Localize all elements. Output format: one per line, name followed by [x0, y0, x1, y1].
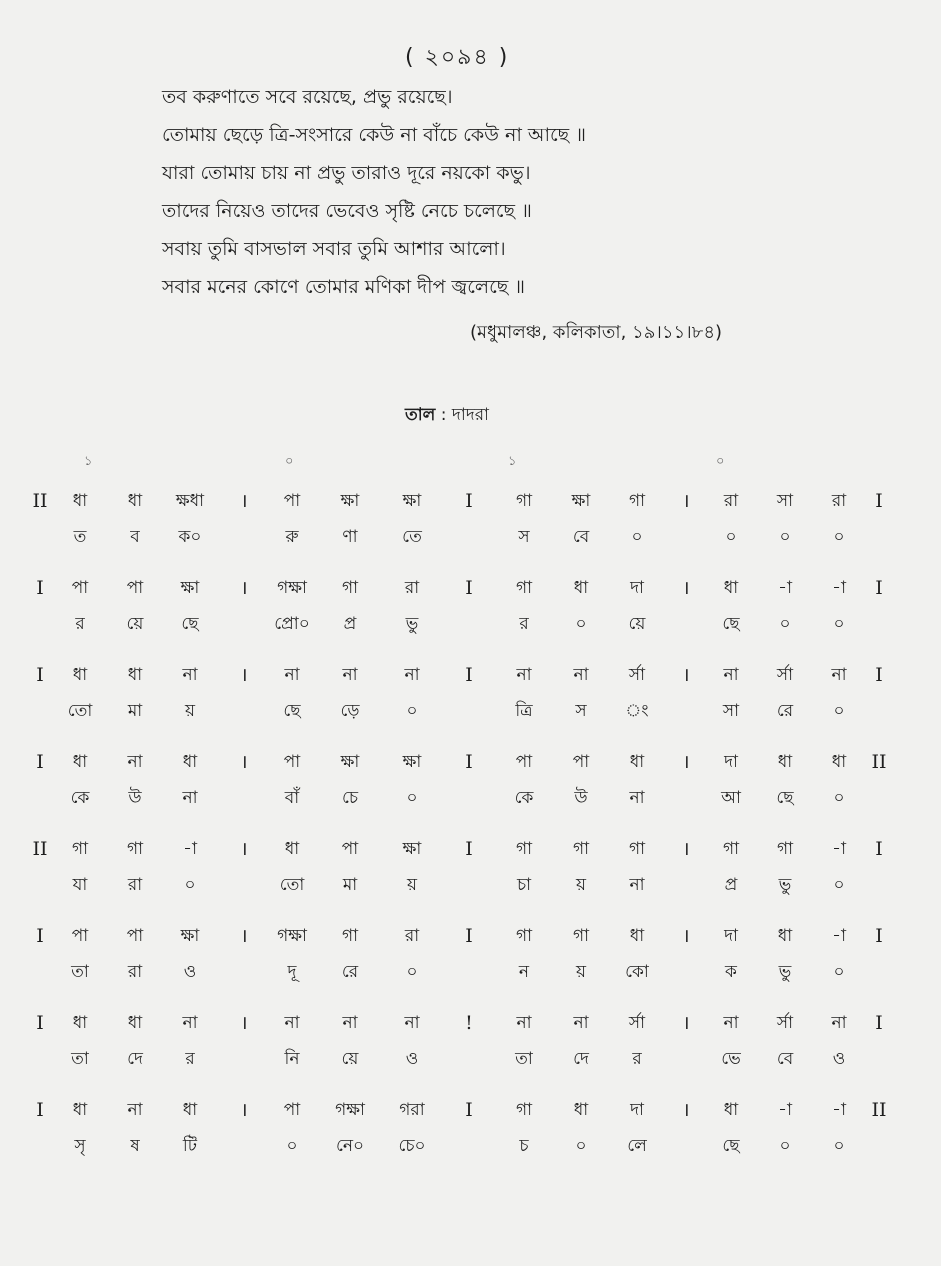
lyric-syllable: ণা — [342, 527, 358, 547]
bar-line: । — [682, 577, 690, 599]
swara-note: গক্ষা — [277, 578, 307, 598]
lyric-syllable: লে — [627, 1136, 647, 1156]
lyric-syllable: কো — [625, 962, 649, 982]
lyric-syllable: ছে — [722, 614, 740, 634]
lyric-syllable: দে — [573, 1049, 589, 1069]
swara-note: পা — [283, 752, 301, 772]
lyric-syllable: আ — [721, 788, 741, 808]
bar-line: I — [465, 925, 473, 947]
swara-note: ধা — [723, 1100, 739, 1120]
swara-note: ধা — [72, 752, 88, 772]
swara-note: ক্ষা — [180, 578, 200, 598]
swara-note: গা — [515, 578, 533, 598]
lyric-syllable: ভু — [778, 962, 792, 982]
bar-line: I — [875, 577, 883, 599]
lyric-syllable: প্র — [724, 875, 738, 895]
swara-note: পা — [283, 1100, 301, 1120]
swara-note: না — [284, 1013, 300, 1033]
lyric-syllable: না — [629, 875, 645, 895]
swara-note: ক্ষা — [180, 926, 200, 946]
lyric-syllable: ভে — [721, 1049, 741, 1069]
swara-note: না — [723, 665, 739, 685]
swara-note: রা — [404, 578, 420, 598]
lyric-syllable: চ — [519, 1136, 529, 1156]
swara-note: গা — [71, 839, 89, 859]
notation-block — [0, 484, 941, 571]
swara-note: ধা — [573, 578, 589, 598]
lyric-syllable: না — [182, 788, 198, 808]
lyric-syllable: সা — [722, 701, 740, 721]
lyric-line: তব করুণাতে সবে রয়েছে, প্রভু রয়েছে। — [162, 86, 453, 108]
lyric-syllable: র — [519, 614, 529, 634]
bar-line: I — [36, 1099, 44, 1121]
swara-note: ধা — [573, 1100, 589, 1120]
bar-line: I — [36, 1012, 44, 1034]
lyric-syllable: ক০ — [178, 527, 202, 547]
swara-note: গা — [515, 839, 533, 859]
lyric-syllable: ০ — [575, 614, 587, 634]
bar-line: I — [875, 490, 883, 512]
bar-line: I — [465, 751, 473, 773]
swara-note: ধা — [777, 926, 793, 946]
swara-row — [0, 658, 941, 694]
swara-note: না — [723, 1013, 739, 1033]
lyric-syllable: রে — [776, 701, 794, 721]
lyrics-block — [162, 78, 586, 306]
lyric-syllable: ০ — [779, 614, 791, 634]
bar-line: । — [240, 490, 248, 512]
lyric-syllable: ং — [625, 701, 649, 721]
lyric-syllable: ০ — [779, 527, 791, 547]
swara-note: র্সা — [628, 665, 646, 685]
swara-note: গা — [515, 926, 533, 946]
lyric-syllable: চে০ — [398, 1136, 426, 1156]
lyric-syllable: সৃ — [74, 1136, 86, 1156]
notation-block — [0, 919, 941, 1006]
swara-row — [0, 484, 941, 520]
bar-line: । — [682, 490, 690, 512]
swara-note: না — [127, 752, 143, 772]
lyric-syllable: মা — [342, 875, 358, 895]
lyric-syllable: ০ — [833, 875, 845, 895]
lyric-syllable-row — [0, 868, 941, 904]
lyric-syllable: ত — [73, 527, 87, 547]
swara-note: ধা — [127, 1013, 143, 1033]
swara-note: পা — [71, 578, 89, 598]
swara-note: পা — [515, 752, 533, 772]
bar-line: । — [240, 1099, 248, 1121]
bar-line: । — [240, 751, 248, 773]
swara-note: ক্ষা — [402, 839, 422, 859]
swara-note: না — [831, 665, 847, 685]
lyric-syllable: বে — [776, 1049, 794, 1069]
tala-name: দাদরা — [451, 405, 489, 425]
swara-note: গা — [515, 1100, 533, 1120]
bar-line: I — [465, 1099, 473, 1121]
lyric-syllable: ন — [518, 962, 530, 982]
bar-line: । — [240, 838, 248, 860]
swara-row — [0, 832, 941, 868]
notation-block — [0, 832, 941, 919]
bar-line: । — [682, 1099, 690, 1121]
lyric-syllable: তা — [515, 1049, 533, 1069]
lyric-syllable: বে — [572, 527, 590, 547]
beat-markers — [0, 452, 941, 476]
bar-line: I — [875, 664, 883, 686]
swara-note: -া — [832, 1100, 846, 1120]
lyric-syllable: ছে — [283, 701, 301, 721]
swara-note: গা — [776, 839, 794, 859]
lyric-syllable-row — [0, 781, 941, 817]
lyric-syllable: দূ — [287, 962, 297, 982]
lyric-syllable: ছে — [181, 614, 199, 634]
bar-line: । — [240, 1012, 248, 1034]
lyric-syllable: দে — [127, 1049, 143, 1069]
lyric-syllable: প্র — [343, 614, 357, 634]
swara-note: না — [284, 665, 300, 685]
swara-note: পা — [126, 926, 144, 946]
swara-note: -া — [778, 578, 792, 598]
swara-note: র্সা — [628, 1013, 646, 1033]
bar-line: । — [682, 925, 690, 947]
bar-line: । — [240, 925, 248, 947]
lyric-syllable-row — [0, 694, 941, 730]
lyric-syllable: য় — [575, 962, 586, 982]
beat-marker: ০ — [716, 454, 725, 469]
bar-line: I — [875, 925, 883, 947]
swara-note: -া — [832, 839, 846, 859]
bar-line: I — [875, 838, 883, 860]
bar-line: I — [465, 838, 473, 860]
notation-table — [0, 484, 941, 1180]
swara-note: ক্ষা — [402, 491, 422, 511]
lyric-syllable: র — [632, 1049, 642, 1069]
lyric-syllable: নি — [284, 1049, 300, 1069]
swara-row — [0, 571, 941, 607]
lyric-syllable: তো — [279, 875, 305, 895]
beat-marker: ১ — [508, 454, 517, 469]
lyric-syllable: তা — [71, 962, 89, 982]
swara-note: গা — [515, 491, 533, 511]
swara-note: দা — [630, 578, 644, 598]
swara-note: না — [182, 1013, 198, 1033]
lyric-syllable: ছে — [722, 1136, 740, 1156]
lyric-syllable: তা — [71, 1049, 89, 1069]
swara-note: ক্ষা — [340, 752, 360, 772]
swara-note: ধা — [777, 752, 793, 772]
lyric-syllable: রা — [127, 875, 143, 895]
notation-block — [0, 571, 941, 658]
swara-note: না — [516, 665, 532, 685]
swara-note: সা — [776, 491, 794, 511]
lyric-syllable: য় — [184, 701, 195, 721]
lyric-syllable-row — [0, 607, 941, 643]
lyric-syllable: তো — [67, 701, 93, 721]
swara-note: ধা — [72, 491, 88, 511]
swara-note: গা — [572, 926, 590, 946]
swara-note: পা — [283, 491, 301, 511]
swara-note: ধা — [182, 752, 198, 772]
swara-note: ধা — [72, 1100, 88, 1120]
bar-line: II — [32, 838, 48, 860]
swara-note: না — [404, 665, 420, 685]
swara-note: দা — [724, 926, 738, 946]
swara-note: গা — [341, 926, 359, 946]
swara-note: র্সা — [776, 665, 794, 685]
swara-note: গক্ষা — [335, 1100, 365, 1120]
swara-note: ধা — [723, 578, 739, 598]
lyric-syllable: ০ — [833, 962, 845, 982]
swara-note: না — [573, 665, 589, 685]
page-number: ( ২০৯৪ ) — [405, 45, 510, 70]
lyric-syllable: ০ — [631, 527, 643, 547]
attribution: (মধুমালঞ্চ, কলিকাতা, ১৯।১১।৮৪) — [470, 322, 723, 343]
lyric-syllable: ভু — [778, 875, 792, 895]
tala-heading — [405, 402, 489, 430]
bar-line: I — [36, 751, 44, 773]
swara-note: -া — [183, 839, 197, 859]
notation-block — [0, 1093, 941, 1180]
swara-note: দা — [724, 752, 738, 772]
swara-note: না — [831, 1013, 847, 1033]
lyric-syllable-row — [0, 955, 941, 991]
swara-note: গা — [628, 839, 646, 859]
lyric-syllable: রে — [341, 962, 359, 982]
lyric-syllable: রু — [285, 527, 299, 547]
bar-line: I — [36, 925, 44, 947]
lyric-syllable-row — [0, 520, 941, 556]
lyric-syllable: না — [629, 788, 645, 808]
swara-note: ক্ষা — [571, 491, 591, 511]
swara-note: দা — [630, 1100, 644, 1120]
lyric-syllable: ০ — [184, 875, 196, 895]
swara-note: ক্ষা — [402, 752, 422, 772]
bar-line: I — [465, 577, 473, 599]
swara-note: না — [342, 665, 358, 685]
notation-block — [0, 745, 941, 832]
lyric-syllable: য়ে — [628, 614, 646, 634]
swara-note: ধা — [127, 491, 143, 511]
lyric-syllable: ০ — [286, 1136, 298, 1156]
bar-line: । — [682, 751, 690, 773]
lyric-syllable: য় — [575, 875, 586, 895]
lyric-syllable: র — [75, 614, 85, 634]
swara-note: পা — [341, 839, 359, 859]
lyric-syllable-row — [0, 1129, 941, 1165]
lyric-syllable: ছে — [776, 788, 794, 808]
lyric-syllable: নে০ — [335, 1136, 365, 1156]
lyric-syllable: য়ে — [126, 614, 144, 634]
lyric-syllable: ও — [832, 1049, 846, 1069]
lyric-line: সবার মনের কোণে তোমার মণিকা দীপ জ্বলেছে ॥ — [162, 276, 526, 298]
lyric-syllable: ০ — [406, 962, 418, 982]
swara-row — [0, 919, 941, 955]
lyric-syllable: র — [185, 1049, 195, 1069]
swara-note: র্সা — [776, 1013, 794, 1033]
lyric-syllable: ০ — [833, 788, 845, 808]
bar-line: I — [875, 1012, 883, 1034]
swara-note: ধা — [72, 665, 88, 685]
lyric-line: তাদের নিয়েও তাদের ভেবেও সৃষ্টি নেচে চলেছে ॥ — [162, 200, 532, 222]
lyric-syllable: য়ে — [341, 1049, 359, 1069]
lyric-syllable: ০ — [833, 614, 845, 634]
swara-note: গা — [572, 839, 590, 859]
bar-line: II — [32, 490, 48, 512]
lyric-syllable: স — [575, 701, 587, 721]
lyric-syllable: ও — [405, 1049, 419, 1069]
bar-line: I — [36, 664, 44, 686]
bar-line: I — [36, 577, 44, 599]
swara-note: ধা — [284, 839, 300, 859]
lyric-syllable: টি — [182, 1136, 198, 1156]
swara-note: গা — [628, 491, 646, 511]
swara-note: পা — [71, 926, 89, 946]
bar-line: । — [682, 838, 690, 860]
swara-note: ধা — [629, 752, 645, 772]
lyric-syllable: ০ — [406, 788, 418, 808]
bar-line: । — [682, 664, 690, 686]
lyric-syllable: রা — [127, 962, 143, 982]
lyric-syllable: ০ — [575, 1136, 587, 1156]
bar-line: II — [871, 1099, 887, 1121]
lyric-syllable: য় — [406, 875, 417, 895]
beat-marker: ১ — [84, 454, 93, 469]
swara-note: ধা — [127, 665, 143, 685]
swara-note: -া — [832, 926, 846, 946]
lyric-line: সবায় তুমি বাসভাল সবার তুমি আশার আলো। — [162, 238, 506, 260]
lyric-syllable: চা — [516, 875, 532, 895]
lyric-syllable: ও — [183, 962, 197, 982]
swara-note: রা — [404, 926, 420, 946]
bar-line: I — [465, 490, 473, 512]
tala-label: তাল — [405, 405, 436, 425]
lyric-syllable: ০ — [779, 1136, 791, 1156]
swara-note: ধা — [831, 752, 847, 772]
swara-note: ধা — [72, 1013, 88, 1033]
lyric-syllable: ষ — [130, 1136, 140, 1156]
lyric-syllable: বাঁ — [284, 788, 300, 808]
lyric-syllable: ০ — [725, 527, 737, 547]
swara-note: গা — [722, 839, 740, 859]
lyric-syllable: উ — [128, 788, 142, 808]
lyric-line: যারা তোমায় চায় না প্রভু তারাও দূরে নয়কো কভু। — [162, 162, 531, 184]
lyric-syllable: ত্রি — [515, 701, 533, 721]
lyric-syllable: ০ — [833, 701, 845, 721]
lyric-line: তোমায় ছেড়ে ত্রি-সংসারে কেউ না বাঁচে কেউ না আছে ॥ — [162, 124, 586, 146]
lyric-syllable: উ — [574, 788, 588, 808]
lyric-syllable: কে — [514, 788, 534, 808]
lyric-syllable: তে — [402, 527, 422, 547]
swara-note: ক্ষধা — [175, 491, 205, 511]
swara-note: না — [127, 1100, 143, 1120]
lyric-syllable: ০ — [833, 1136, 845, 1156]
swara-note: গক্ষা — [277, 926, 307, 946]
bar-line: I — [465, 664, 473, 686]
swara-note: না — [342, 1013, 358, 1033]
lyric-syllable: চে — [341, 788, 359, 808]
lyric-syllable: ব — [130, 527, 140, 547]
lyric-syllable: মা — [127, 701, 143, 721]
swara-note: পা — [126, 578, 144, 598]
lyric-syllable: কে — [70, 788, 90, 808]
bar-line: II — [871, 751, 887, 773]
swara-note: রা — [831, 491, 847, 511]
lyric-syllable: ক — [725, 962, 737, 982]
beat-marker: ০ — [285, 454, 294, 469]
swara-row — [0, 1006, 941, 1042]
bar-line: । — [240, 577, 248, 599]
lyric-syllable: যা — [72, 875, 88, 895]
swara-note: ধা — [182, 1100, 198, 1120]
swara-row — [0, 1093, 941, 1129]
swara-note: না — [573, 1013, 589, 1033]
swara-note: গা — [341, 578, 359, 598]
swara-note: পা — [572, 752, 590, 772]
tala-separator: : — [440, 405, 452, 425]
bar-line: । — [682, 1012, 690, 1034]
lyric-syllable: ভু — [405, 614, 419, 634]
lyric-syllable-row — [0, 1042, 941, 1078]
swara-note: -া — [832, 578, 846, 598]
lyric-syllable: প্রো০ — [274, 614, 310, 634]
swara-note: না — [182, 665, 198, 685]
lyric-syllable: ০ — [833, 527, 845, 547]
notation-block — [0, 1006, 941, 1093]
swara-note: ধা — [629, 926, 645, 946]
swara-note: রা — [723, 491, 739, 511]
swara-note: -া — [778, 1100, 792, 1120]
swara-note: গরা — [399, 1100, 425, 1120]
lyric-syllable: স — [518, 527, 530, 547]
swara-note: না — [404, 1013, 420, 1033]
lyric-syllable: ০ — [406, 701, 418, 721]
notation-block — [0, 658, 941, 745]
bar-line: ! — [465, 1012, 473, 1034]
bar-line: । — [240, 664, 248, 686]
swara-note: গা — [126, 839, 144, 859]
swara-note: ক্ষা — [340, 491, 360, 511]
lyric-syllable: ড়ে — [340, 701, 360, 721]
swara-note: না — [516, 1013, 532, 1033]
swara-row — [0, 745, 941, 781]
